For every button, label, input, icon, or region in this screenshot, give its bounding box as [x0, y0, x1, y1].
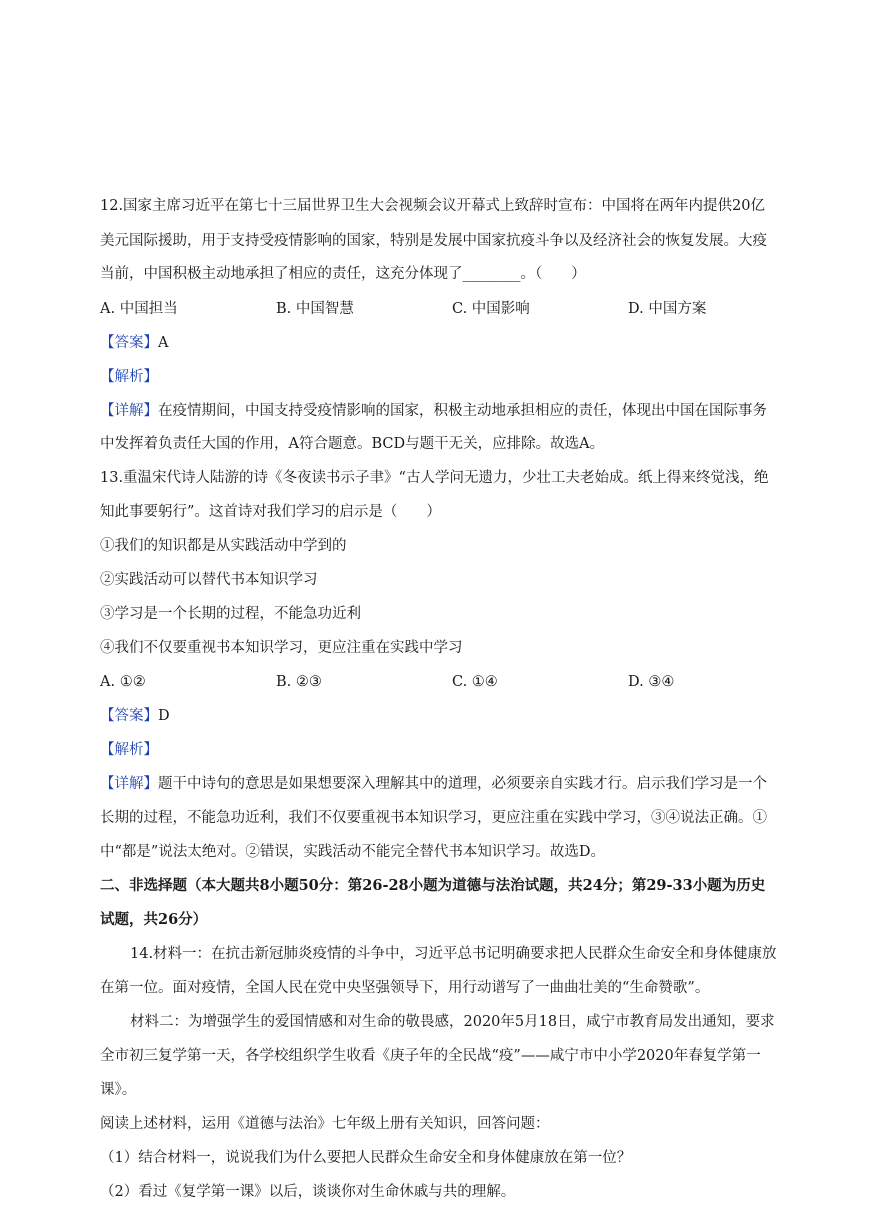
q13-option-b: B. ②③ [276, 674, 322, 690]
q12-detail-line-1 [100, 400, 767, 422]
q12-option-b: B. 中国智慧 [276, 301, 354, 317]
q13-statement-2: ②实践活动可以替代书本知识学习 [100, 572, 318, 588]
q13-detail-text-1: 题干中诗句的意思是如果想要深入理解其中的道理，必须要亲自实践才行。启示我们学习是一个 [158, 776, 767, 792]
q13-statement-1: ①我们的知识都是从实践活动中学到的 [100, 538, 347, 554]
q12-answer-value: A [158, 335, 169, 351]
q13-detail-tag: 【详解】 [100, 776, 158, 792]
q14-material1-line-2: 在第一位。面对疫情，全国人民在党中央坚强领导下，用行动谱写了一曲曲壮美的“生命赞歌”。 [100, 980, 710, 996]
q13-statement-3: ③学习是一个长期的过程，不能急功近利 [100, 606, 361, 622]
q12-stem-line-3: 当前，中国积极主动地承担了相应的责任，这充分体现了________。（ ） [100, 266, 586, 282]
q12-option-d: D. 中国方案 [628, 301, 707, 317]
q14-question-1: （1）结合材料一，说说我们为什么要把人民群众生命安全和身体健康放在第一位？ [100, 1150, 632, 1166]
q12-answer-tag: 【答案】 [100, 335, 158, 351]
q14-question-2: （2）看过《复学第一课》以后，谈谈你对生命休戚与共的理解。 [100, 1184, 516, 1200]
section2-heading-line-1: 二、非选择题（本大题共8小题50分：第26-28小题为道德与法治试题，共24分；第29-33小题为历史 [100, 877, 766, 894]
q14-material2-line-1: 材料二：为增强学生的爱国情感和对生命的敬畏感，2020年5月18日，咸宁市教育局发出通知，要求 [130, 1014, 775, 1030]
q13-detail-line-1 [100, 773, 767, 795]
q12-detail-text-1: 在疫情期间，中国支持受疫情影响的国家，积极主动地承担相应的责任，体现出中国在国际事务 [158, 403, 767, 419]
q13-answer [100, 705, 170, 727]
q12-detail-line-2: 中发挥着负责任大国的作用，A符合题意。BCD与题干无关，应排除。故选A。 [100, 436, 605, 452]
q13-stem-line-2: 知此事要躬行”。这首诗对我们学习的启示是（ ） [100, 504, 441, 520]
q12-stem-line-1: 12.国家主席习近平在第七十三届世界卫生大会视频会议开幕式上致辞时宣布：中国将在两年内提供20亿 [100, 198, 766, 214]
q14-prompt: 阅读上述材料，运用《道德与法治》七年级上册有关知识，回答问题： [100, 1116, 550, 1132]
q14-material1-line-1: 14.材料一：在抗击新冠肺炎疫情的斗争中，习近平总书记明确要求把人民群众生命安全和身体健康放 [130, 946, 777, 962]
q12-analysis-tag: 【解析】 [100, 369, 158, 385]
q12-option-c: C. 中国影响 [452, 301, 530, 317]
q13-option-c: C. ①④ [452, 674, 498, 690]
q13-answer-tag: 【答案】 [100, 708, 158, 724]
q13-analysis-tag: 【解析】 [100, 742, 158, 758]
q12-option-a: A. 中国担当 [100, 301, 178, 317]
q13-answer-value: D [158, 708, 170, 724]
section2-heading-line-2: 试题，共26分） [100, 911, 208, 928]
q13-detail-line-3: 中“都是”说法太绝对。②错误，实践活动不能完全替代书本知识学习。故选D。 [100, 844, 605, 860]
q14-material2-line-3: 课》。 [100, 1082, 137, 1098]
q14-material2-line-2: 全市初三复学第一天，各学校组织学生收看《庚子年的全民战“疫”——咸宁市中小学2020年春复学第一 [100, 1048, 761, 1064]
q12-stem-line-2: 美元国际援助，用于支持受疫情影响的国家，特别是发展中国家抗疫斗争以及经济社会的恢复发展。大疫 [100, 233, 767, 249]
q13-statement-4: ④我们不仅要重视书本知识学习，更应注重在实践中学习 [100, 640, 463, 656]
q13-detail-line-2: 长期的过程，不能急功近利，我们不仅要重视书本知识学习，更应注重在实践中学习，③④说法正确。① [100, 810, 767, 826]
q12-answer [100, 332, 168, 354]
q13-option-a: A. ①② [100, 674, 146, 690]
q13-option-d: D. ③④ [628, 674, 675, 690]
q12-detail-tag: 【详解】 [100, 403, 158, 419]
q13-stem-line-1: 13.重温宋代诗人陆游的诗《冬夜读书示子聿》“古人学问无遗力，少壮工夫老始成。纸上得来终觉浅，绝 [100, 470, 769, 486]
